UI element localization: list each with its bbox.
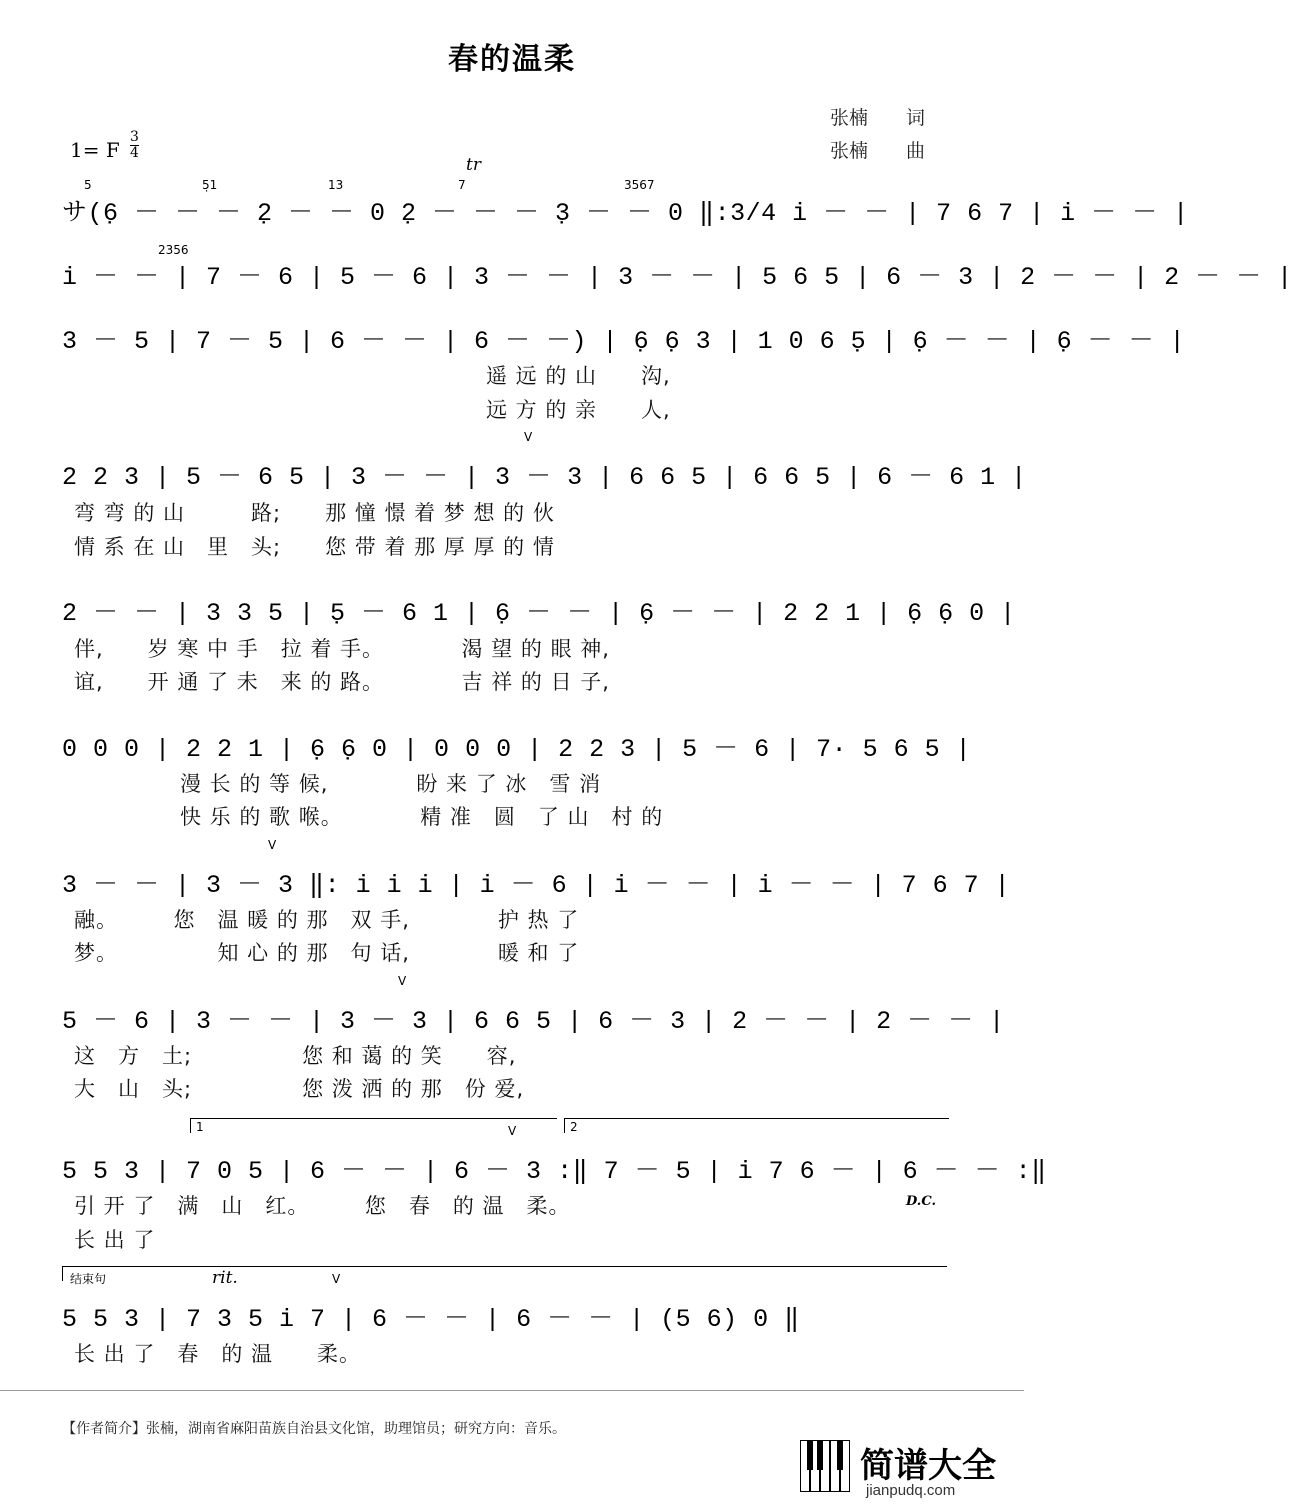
grace-note: 5̣1	[202, 178, 218, 192]
trill-mark: tr	[466, 155, 481, 175]
page-title: 春的温柔	[448, 42, 576, 77]
time-bottom: 4	[130, 145, 139, 161]
grace-note: 3567	[624, 178, 655, 192]
lyrics-verse-2: 情 系 在 山 里 头; 您 带 着 那 厚 厚 的 情	[74, 535, 555, 559]
ending-bracket	[62, 1266, 947, 1281]
author-bio: 【作者简介】张楠，湖南省麻阳苗族自治县文化馆，助理馆员；研究方向：音乐。	[62, 1421, 566, 1437]
lyrics-verse-2: 大 山 头; 您 泼 洒 的 那 份 爱,	[74, 1077, 525, 1101]
notation-line-9: 5 5 3 | 7 0 5 | 6 － － | 6 － 3 :‖ 7 － 5 | i 7 6 － | 6 － － :‖	[62, 1157, 1047, 1186]
grace-note: 7	[458, 178, 466, 192]
lyrics-verse-1: 漫 长 的 等 候, 盼 来 了 冰 雪 消	[180, 772, 602, 796]
lyrics-verse-2: 远 方 的 亲 人,	[486, 398, 671, 422]
notation-line-10: 5 5 3 | 7 3 5 i 7 | 6 － － | 6 － － | (5 6) 0 ‖	[62, 1305, 800, 1334]
lyrics-verse-1: 这 方 土; 您 和 蔼 的 笑 容,	[74, 1044, 517, 1068]
volta-1-label: 1	[196, 1120, 204, 1134]
notation-line-1: サ(6̣ － － － 2̣ － － 0 2̣ － － － 3̣ － － 0 ‖:3/4 i － － | 7 6 7 | i － － |	[62, 199, 1189, 228]
volta-1-bracket	[190, 1118, 557, 1133]
dc-mark: D.C.	[906, 1194, 936, 1209]
breath-mark: V	[332, 1272, 341, 1286]
site-url[interactable]: jianpudq.com	[866, 1482, 956, 1499]
site-logo-text: 简谱大全	[860, 1446, 996, 1486]
notation-line-7: 3 － － | 3 － 3 ‖: i i i | i － 6 | i － － | i － － | 7 6 7 |	[62, 871, 1011, 900]
key-signature: 1= F	[70, 138, 120, 162]
lyrics-verse-1: 融。 您 温 暖 的 那 双 手, 护 热 了	[74, 908, 580, 932]
time-top: 3	[130, 129, 139, 145]
rit-mark: rit.	[212, 1268, 238, 1288]
lyrics-verse-1: 引 开 了 满 山 红。 您 春 的 温 柔。	[74, 1194, 571, 1218]
breath-mark: V	[508, 1124, 517, 1138]
lyrics-verse-2: 快 乐 的 歌 喉。 精 准 圆 了 山 村 的	[180, 805, 664, 829]
time-signature	[130, 130, 139, 161]
notation-line-4: 2 2 3 | 5 － 6 5 | 3 － － | 3 － 3 | 6 6 5 | 6 6 5 | 6 － 6 1 |	[62, 463, 1027, 492]
lyrics-verse-1: 伴, 岁 寒 中 手 拉 着 手。 渴 望 的 眼 神,	[74, 637, 610, 661]
notation-line-8: 5 － 6 | 3 － － | 3 － 3 | 6 6 5 | 6 － 3 | 2 － － | 2 － － |	[62, 1007, 1005, 1036]
breath-mark: V	[524, 430, 533, 444]
breath-mark: V	[268, 838, 277, 852]
lyrics-verse-2: 长 出 了	[74, 1228, 156, 1252]
footer-divider	[0, 1390, 1024, 1391]
composer-credit: 张楠 曲	[830, 140, 926, 162]
notation-line-5: 2 － － | 3 3 5 | 5̣ － 6 1 | 6̣ － － | 6̣ － － | 2 2 1 | 6̣ 6̣ 0 |	[62, 599, 1016, 628]
lyrics-ending: 长 出 了 春 的 温 柔。	[74, 1342, 362, 1366]
lyrics-verse-1: 遥 远 的 山 沟,	[486, 364, 671, 388]
notation-line-6: 0 0 0 | 2 2 1 | 6̣ 6̣ 0 | 0 0 0 | 2 2 3 | 5 － 6 | 7· 5 6 5 |	[62, 735, 972, 764]
breath-mark: V	[398, 974, 407, 988]
lyrics-verse-2: 谊, 开 通 了 未 来 的 路。 吉 祥 的 日 子,	[74, 670, 610, 694]
grace-note: 5	[84, 178, 92, 192]
piano-keys-icon	[800, 1440, 852, 1490]
notation-line-3: 3 － 5 | 7 － 5 | 6 － － | 6 － －) | 6̣ 6̣ 3 | 1 0 6 5̣ | 6̣ － － | 6̣ － － |	[62, 327, 1186, 356]
lyricist-credit: 张楠 词	[830, 107, 926, 129]
grace-note: 13	[328, 178, 344, 192]
lyrics-verse-2: 梦。 知 心 的 那 句 话, 暖 和 了	[74, 941, 580, 965]
ending-label: 结束句	[70, 1272, 107, 1286]
lyrics-verse-1: 弯 弯 的 山 路; 那 憧 憬 着 梦 想 的 伙	[74, 501, 555, 525]
volta-2-label: 2	[570, 1120, 578, 1134]
notation-line-2: i － － | 7 － 6 | 5 － 6 | 3 － － | 3 － － | 5 6 5 | 6 － 3 | 2 － － | 2 － － |	[62, 263, 1293, 292]
volta-2-bracket	[564, 1118, 949, 1133]
grace-note: 2356	[158, 243, 189, 257]
